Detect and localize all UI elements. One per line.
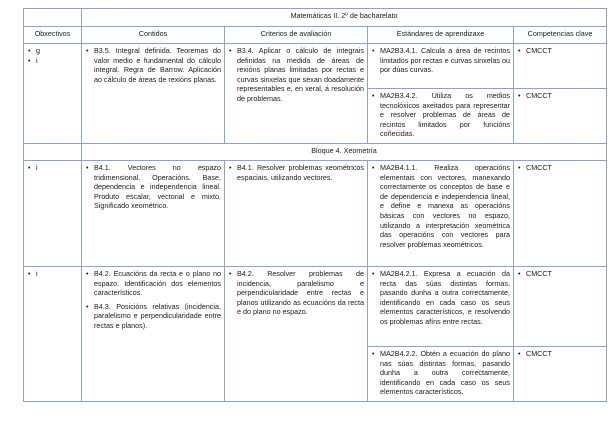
criterion-item: • B4.1. Resolver problemas xeométricos espaciais, utilizando vectores. <box>228 163 364 182</box>
objectives-cell <box>24 267 82 402</box>
header-competences: Competencias clave <box>514 27 607 44</box>
header-objectives: Obxectivos <box>24 27 82 44</box>
curriculum-table <box>23 8 607 402</box>
content-item: • B4.2. Ecuacións da recta e o plano no espazo. Identificación dos elementos característicos. <box>85 269 221 298</box>
criteria-cell <box>225 267 368 402</box>
header-criteria: Criterios de avaliación <box>225 27 368 44</box>
competence-cell <box>514 267 607 347</box>
objective-item: • i <box>27 163 78 173</box>
competence-cell <box>514 347 607 402</box>
competence-cell <box>514 89 607 144</box>
section-title: Bloque 4. Xeometría <box>82 144 607 161</box>
competence-cell <box>514 44 607 89</box>
header-contents: Contidos <box>82 27 225 44</box>
criterion-item: • B4.2. Resolver problemas de incidencia, paralelismo e perpendicularidade entre rectas e planos utilizando as ecuacións da recta e do plano no espazo. <box>228 269 364 317</box>
competence-item: • CMCCT <box>517 269 603 279</box>
standard-item: • MA2B4.2.1. Expresa a ecuación da recta das súas distintas formas, pasando dunha a outra correctamente, identificando en cada caso os seus elementos característicos, e resolvendo os problemas afíns entre rectas. <box>371 269 510 327</box>
objectives-cell <box>24 44 82 144</box>
competence-item: • CMCCT <box>517 91 603 101</box>
standard-item: • MA2B3.4.1. Calcula a área de recintos limitados por rectas e curvas sinxelas ou por dúas curvas. <box>371 46 510 75</box>
competence-cell <box>514 161 607 267</box>
standard-cell <box>368 267 514 347</box>
competence-item: • CMCCT <box>517 349 603 359</box>
content-item: • B3.5. Integral definida. Teoremas do valor medio e fundamental do cálculo integral. Regra de Barrow. Aplicación ao cálculo de áreas de rexións planas. <box>85 46 221 84</box>
criteria-cell <box>225 44 368 144</box>
standard-item: • MA2B3.4.2. Utiliza os medios tecnolóxicos axeitados para representar e resolver problemas de áreas de recintos limitados por funcións coñecidas. <box>371 91 510 139</box>
standard-cell <box>368 347 514 402</box>
content-item: • B4.3. Posicións relativas (incidencia, paralelismo e perpendicularidade entre rectas e planos). <box>85 302 221 331</box>
competence-item: • CMCCT <box>517 163 603 173</box>
standard-item: • MA2B4.1.1. Realiza operacións elementais con vectores, manexando correctamente os conceptos de base e de dependencia e independencia lineal, e define e manexa as operacións básicas con vectores no espazo, utilizando a interpretación xeométrica das operacións con vectores para resolver problemas xeométricos. <box>371 163 510 249</box>
header-standards: Estándares de aprendizaxe <box>368 27 514 44</box>
criteria-cell <box>225 161 368 267</box>
section-spacer-cell <box>24 144 82 161</box>
standard-item: • MA2B4.2.2. Obtén a ecuación do plano nas súas distintas formas, pasando dunha a outra correctamente, identificando en cada caso os seus elementos característicos. <box>371 349 510 397</box>
standard-cell <box>368 89 514 144</box>
content-item: • B4.1. Vectores no espazo tridimensional. Operacións. Base, dependencia e independencia lineal. Produto escalar, vectorial e mixto. Significado xeométrico. <box>85 163 221 211</box>
objective-item: • i <box>27 56 78 66</box>
table-title: Matemáticas II. 2º de bacharelato <box>82 9 607 27</box>
title-spacer-cell <box>24 9 82 27</box>
criterion-item: • B3.4. Aplicar o cálculo de integrais definidas na medida de áreas de rexións planas limitadas por rectas e curvas sinxelas que sexan doadamente representables e, en xeral, á resolución de problemas. <box>228 46 364 104</box>
contents-cell <box>82 267 225 402</box>
contents-cell <box>82 44 225 144</box>
standard-cell <box>368 44 514 89</box>
contents-cell <box>82 161 225 267</box>
objective-item: • g <box>27 46 78 56</box>
competence-item: • CMCCT <box>517 46 603 56</box>
objective-item: • i <box>27 269 78 279</box>
objectives-cell <box>24 161 82 267</box>
standard-cell <box>368 161 514 267</box>
